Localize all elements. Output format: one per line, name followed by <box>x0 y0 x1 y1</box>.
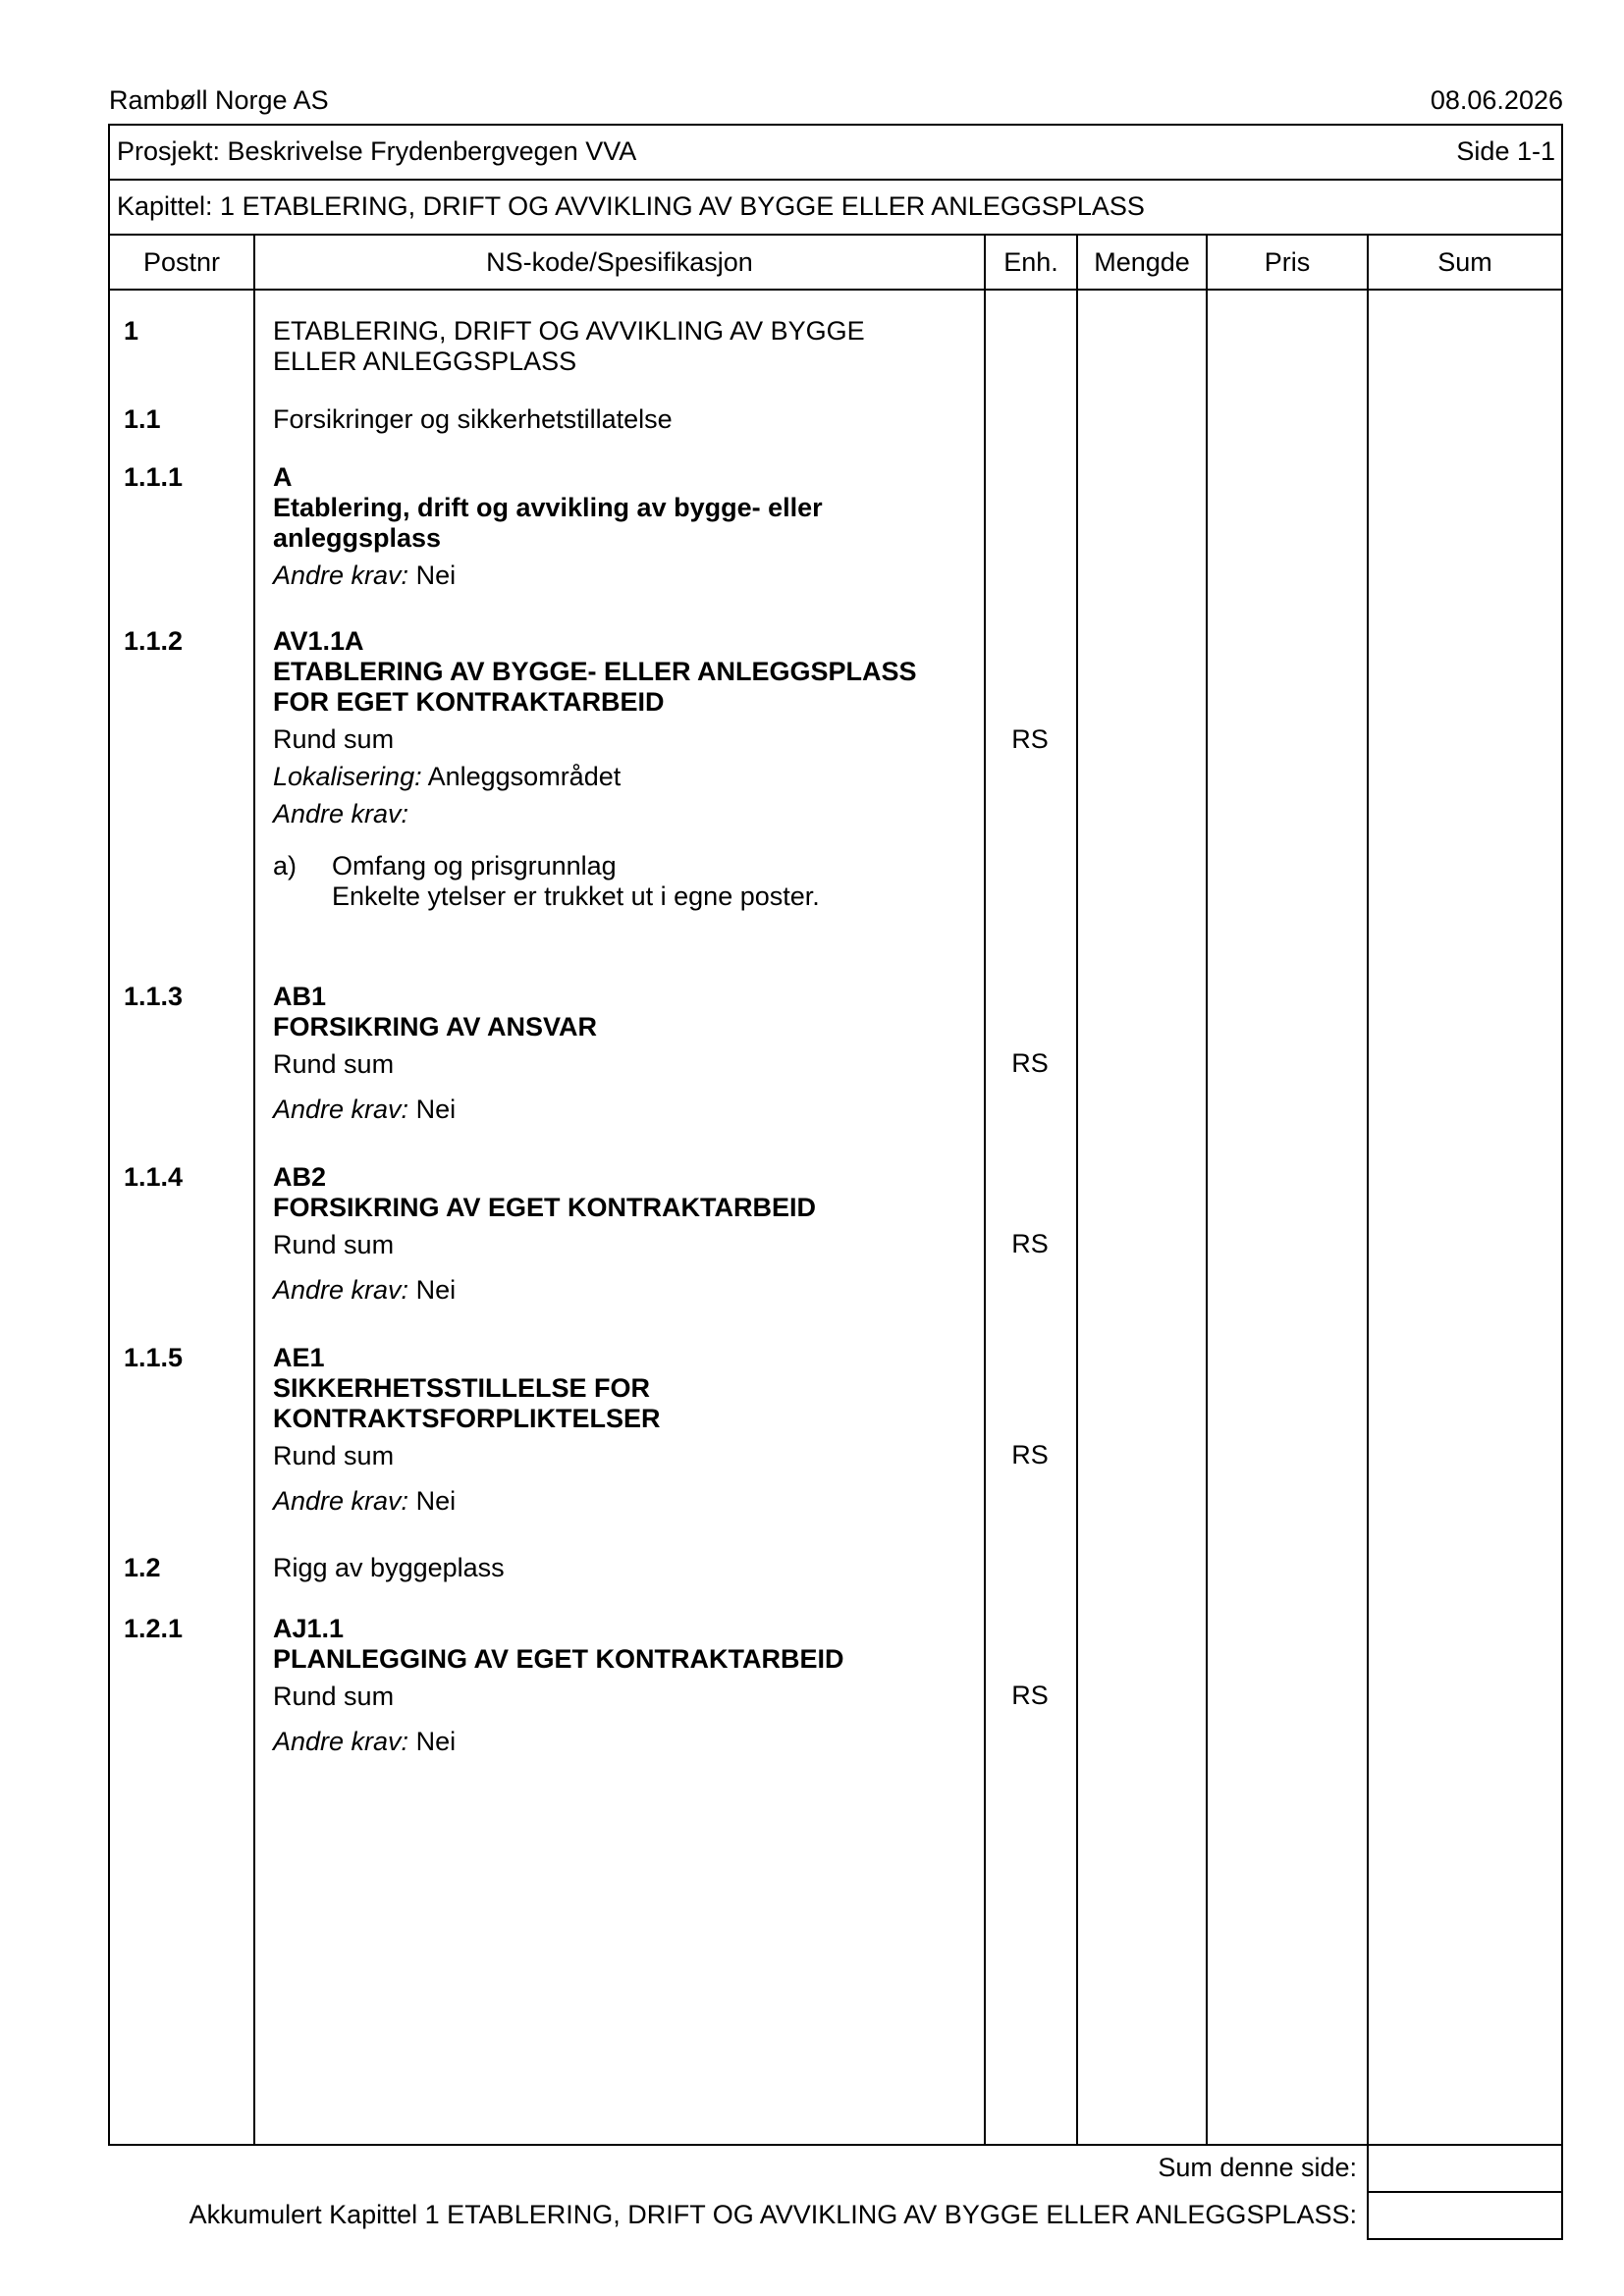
ns-code: AB2 <box>273 1162 327 1192</box>
ns-code: AE1 <box>273 1343 325 1372</box>
spec-item <box>273 462 960 591</box>
post-number: 1.1.3 <box>124 982 184 1011</box>
item-title: Omfang og prisgrunnlag <box>332 851 617 881</box>
requirement-item <box>273 851 960 912</box>
section-heading <box>273 404 960 435</box>
ns-code: AJ1.1 <box>273 1614 345 1643</box>
other-requirements: Andre krav: Nei <box>273 1486 457 1516</box>
document-date: 08.06.2026 <box>1430 85 1563 115</box>
other-requirements: Andre krav: <box>273 799 409 828</box>
other-requirements: Andre krav: Nei <box>273 561 457 590</box>
spec-title: PLANLEGGING AV EGET KONTRAKTARBEID <box>273 1644 844 1674</box>
column-header-unit: Enh. <box>1003 246 1058 277</box>
post-number: 1.2 <box>124 1553 161 1582</box>
post-number: 1.1.4 <box>124 1162 184 1192</box>
spec-item <box>273 1343 960 1517</box>
unit-value: RS <box>1011 1440 1049 1469</box>
accumulated-sum-label: Akkumulert Kapittel 1 ETABLERING, DRIFT OG AVVIKLING AV BYGGE ELLER ANLEGGSPLASS: <box>189 2200 1357 2229</box>
page-number: Side 1-1 <box>1456 136 1555 166</box>
column-header-qty: Mengde <box>1094 246 1190 277</box>
other-requirements: Andre krav: Nei <box>273 1727 457 1756</box>
page-sum-label: Sum denne side: <box>1158 2153 1357 2182</box>
unit-value: RS <box>1011 724 1049 754</box>
spec-item <box>273 1614 960 1757</box>
spec-title: SIKKERHETSSTILLELSE FOR KONTRAKTSFORPLIKTELSER <box>273 1373 661 1433</box>
column-header-price: Pris <box>1264 246 1311 277</box>
other-requirements: Andre krav: Nei <box>273 1275 457 1305</box>
post-number: 1.1.2 <box>124 626 184 656</box>
location: Lokalisering: Anleggsområdet <box>273 762 622 791</box>
post-number: 1.1.5 <box>124 1343 184 1372</box>
column-header-postnr: Postnr <box>142 246 221 277</box>
spec-title: Etablering, drift og avvikling av bygge- eller anleggsplass <box>273 493 823 553</box>
spec-title: Forsikringer og sikkerhetstillatelse <box>273 404 673 434</box>
spec-item <box>273 982 960 1125</box>
other-requirements: Andre krav: Nei <box>273 1095 457 1124</box>
unit-description: Rund sum <box>273 1049 395 1079</box>
unit-description: Rund sum <box>273 1441 395 1470</box>
company-name: Rambøll Norge AS <box>109 85 329 115</box>
page-sum-cell <box>1369 2146 1561 2191</box>
spec-title: ETABLERING AV BYGGE- ELLER ANLEGGSPLASS FOR EGET KONTRAKTARBEID <box>273 657 917 717</box>
ns-code: AV1.1A <box>273 626 364 656</box>
post-number: 1.2.1 <box>124 1614 184 1643</box>
item-text: Enkelte ytelser er trukket ut i egne poster. <box>332 881 820 911</box>
spec-title: FORSIKRING AV ANSVAR <box>273 1012 598 1041</box>
ns-code: AB1 <box>273 982 327 1011</box>
ns-code: A <box>273 462 293 492</box>
post-number: 1.1.1 <box>124 462 184 492</box>
unit-value: RS <box>1011 1048 1049 1078</box>
spec-item <box>273 626 960 912</box>
post-number: 1 <box>124 316 139 346</box>
project-title: Prosjekt: Beskrivelse Frydenbergvegen VVA <box>117 136 637 166</box>
unit-description: Rund sum <box>273 1230 395 1259</box>
section-heading <box>273 1553 960 1583</box>
chapter-heading <box>273 316 950 377</box>
unit-value: RS <box>1011 1681 1049 1710</box>
item-letter: a) <box>273 851 298 881</box>
accumulated-sum-cell <box>1369 2193 1561 2238</box>
column-header-sum: Sum <box>1437 246 1492 277</box>
spec-title: ETABLERING, DRIFT OG AVVIKLING AV BYGGE ELLER ANLEGGSPLASS <box>273 316 865 376</box>
spec-title: FORSIKRING AV EGET KONTRAKTARBEID <box>273 1193 816 1222</box>
unit-description: Rund sum <box>273 724 395 754</box>
spec-item <box>273 1162 960 1306</box>
unit-value: RS <box>1011 1229 1049 1258</box>
post-number: 1.1 <box>124 404 161 434</box>
spec-title: Rigg av byggeplass <box>273 1553 505 1582</box>
column-header-spec: NS-kode/Spesifikasjon <box>486 246 753 277</box>
chapter-title: Kapittel: 1 ETABLERING, DRIFT OG AVVIKLING AV BYGGE ELLER ANLEGGSPLASS <box>117 191 1145 221</box>
unit-description: Rund sum <box>273 1682 395 1711</box>
